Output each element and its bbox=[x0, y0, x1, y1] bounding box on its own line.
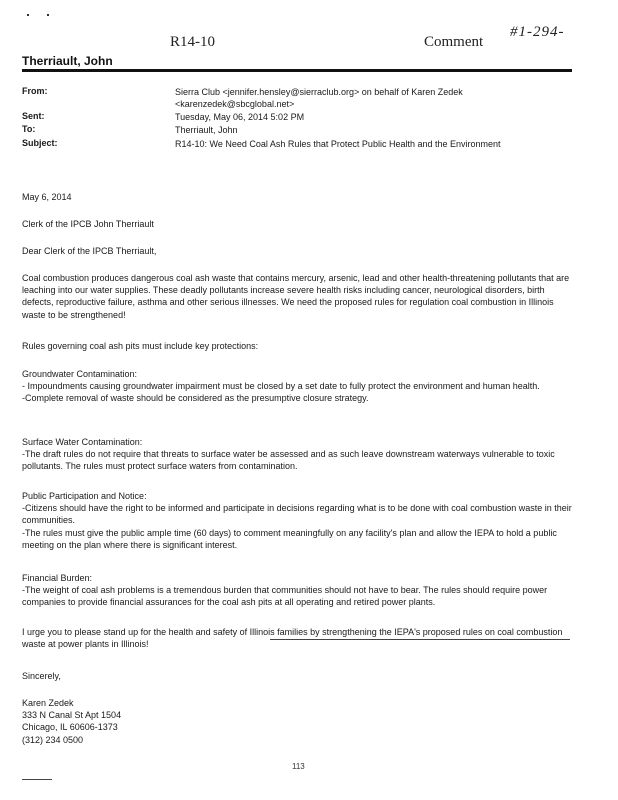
section-financial-burden bbox=[22, 572, 578, 609]
signoff: Sincerely, bbox=[22, 671, 61, 681]
scan-speck bbox=[47, 14, 49, 16]
section-line: -Citizens should have the right to be informed and participate in decisions regarding what is to be done with coal combustion waste in their communities. bbox=[22, 503, 572, 526]
subject-value: R14-10: We Need Coal Ash Rules that Protect Public Health and the Environment bbox=[175, 139, 501, 149]
section-heading: Financial Burden: bbox=[22, 573, 93, 583]
section-line: -The rules must give the public ample time (60 days) to comment meaningfully on any facility's plan and allow the IEPA to hold a public meeting on the plan where there is significant interest. bbox=[22, 527, 557, 550]
header-rule bbox=[22, 69, 572, 72]
protections-intro: Rules governing coal ash pits must include key protections: bbox=[22, 341, 259, 351]
letter-addressee: Clerk of the IPCB John Therriault bbox=[22, 219, 154, 229]
comment-number: #1-294- bbox=[510, 24, 565, 40]
section-groundwater bbox=[22, 368, 578, 405]
page-number: 113 bbox=[292, 762, 305, 771]
letter-date: May 6, 2014 bbox=[22, 192, 72, 202]
section-line: -The weight of coal ash problems is a tremendous burden that communities should not have to bear. The rules should require power companies to provide financial assurances for the coal ash pits at all operating and retired power plants. bbox=[22, 585, 548, 608]
to-value: Therriault, John bbox=[175, 125, 238, 135]
signer-phone: (312) 234 0500 bbox=[22, 734, 84, 745]
from-label: From: bbox=[22, 86, 48, 96]
signer-address-line1: 333 N Canal St Apt 1504 bbox=[22, 710, 122, 721]
from-value: Sierra Club <jennifer.hensley@sierraclub.org> on behalf of Karen Zedek <karenzedek@sbcglobal.net> bbox=[175, 87, 463, 109]
subject-label: Subject: bbox=[22, 138, 58, 148]
letter-salutation: Dear Clerk of the IPCB Therriault, bbox=[22, 246, 157, 256]
to-label: To: bbox=[22, 124, 36, 134]
section-heading: Surface Water Contamination: bbox=[22, 437, 143, 447]
sent-label: Sent: bbox=[22, 111, 45, 121]
signer-name: Karen Zedek bbox=[22, 698, 74, 708]
section-public-participation bbox=[22, 490, 578, 551]
section-surface-water bbox=[22, 436, 578, 473]
section-heading: Public Participation and Notice: bbox=[22, 491, 147, 501]
comment-label: Comment bbox=[424, 34, 484, 50]
letter-intro: Coal combustion produces dangerous coal ash waste that contains mercury, arsenic, lead and other health-threatening pollutants that are leaching into our water supplies. These deadly pollutants increase severe health risks including cancer, neurological disorders, birth defects, reproductive failure, asthma and other serious illnesses. We need the proposed rules for regulation coal combustion in Illinois waste to be strengthened! bbox=[22, 273, 570, 320]
signer-address-line2: Chicago, IL 60606-1373 bbox=[22, 722, 118, 733]
section-line: - Impoundments causing groundwater impairment must be closed by a set date to fully protect the environment and human health. bbox=[22, 381, 540, 392]
sent-value: Tuesday, May 06, 2014 5:02 PM bbox=[175, 112, 305, 122]
footer-line bbox=[22, 779, 52, 780]
docket-reference: R14-10 bbox=[170, 34, 215, 50]
section-heading: Groundwater Contamination: bbox=[22, 369, 138, 379]
scan-line bbox=[270, 639, 570, 640]
closing-request: I urge you to please stand up for the health and safety of Illinois families by strengthening the IEPA's proposed rules on coal combustion waste at power plants in Illinois! bbox=[22, 627, 563, 650]
section-line: -The draft rules do not require that threats to surface water be assessed and as such leave downstream waterways vulnerable to toxic pollutants. The rules must protect surface waters from contamination. bbox=[22, 449, 555, 472]
recipient-name: Therriault, John bbox=[22, 54, 113, 68]
scan-speck bbox=[27, 14, 29, 16]
section-line: -Complete removal of waste should be considered as the presumptive closure strategy. bbox=[22, 393, 369, 404]
signature-block bbox=[22, 697, 578, 746]
